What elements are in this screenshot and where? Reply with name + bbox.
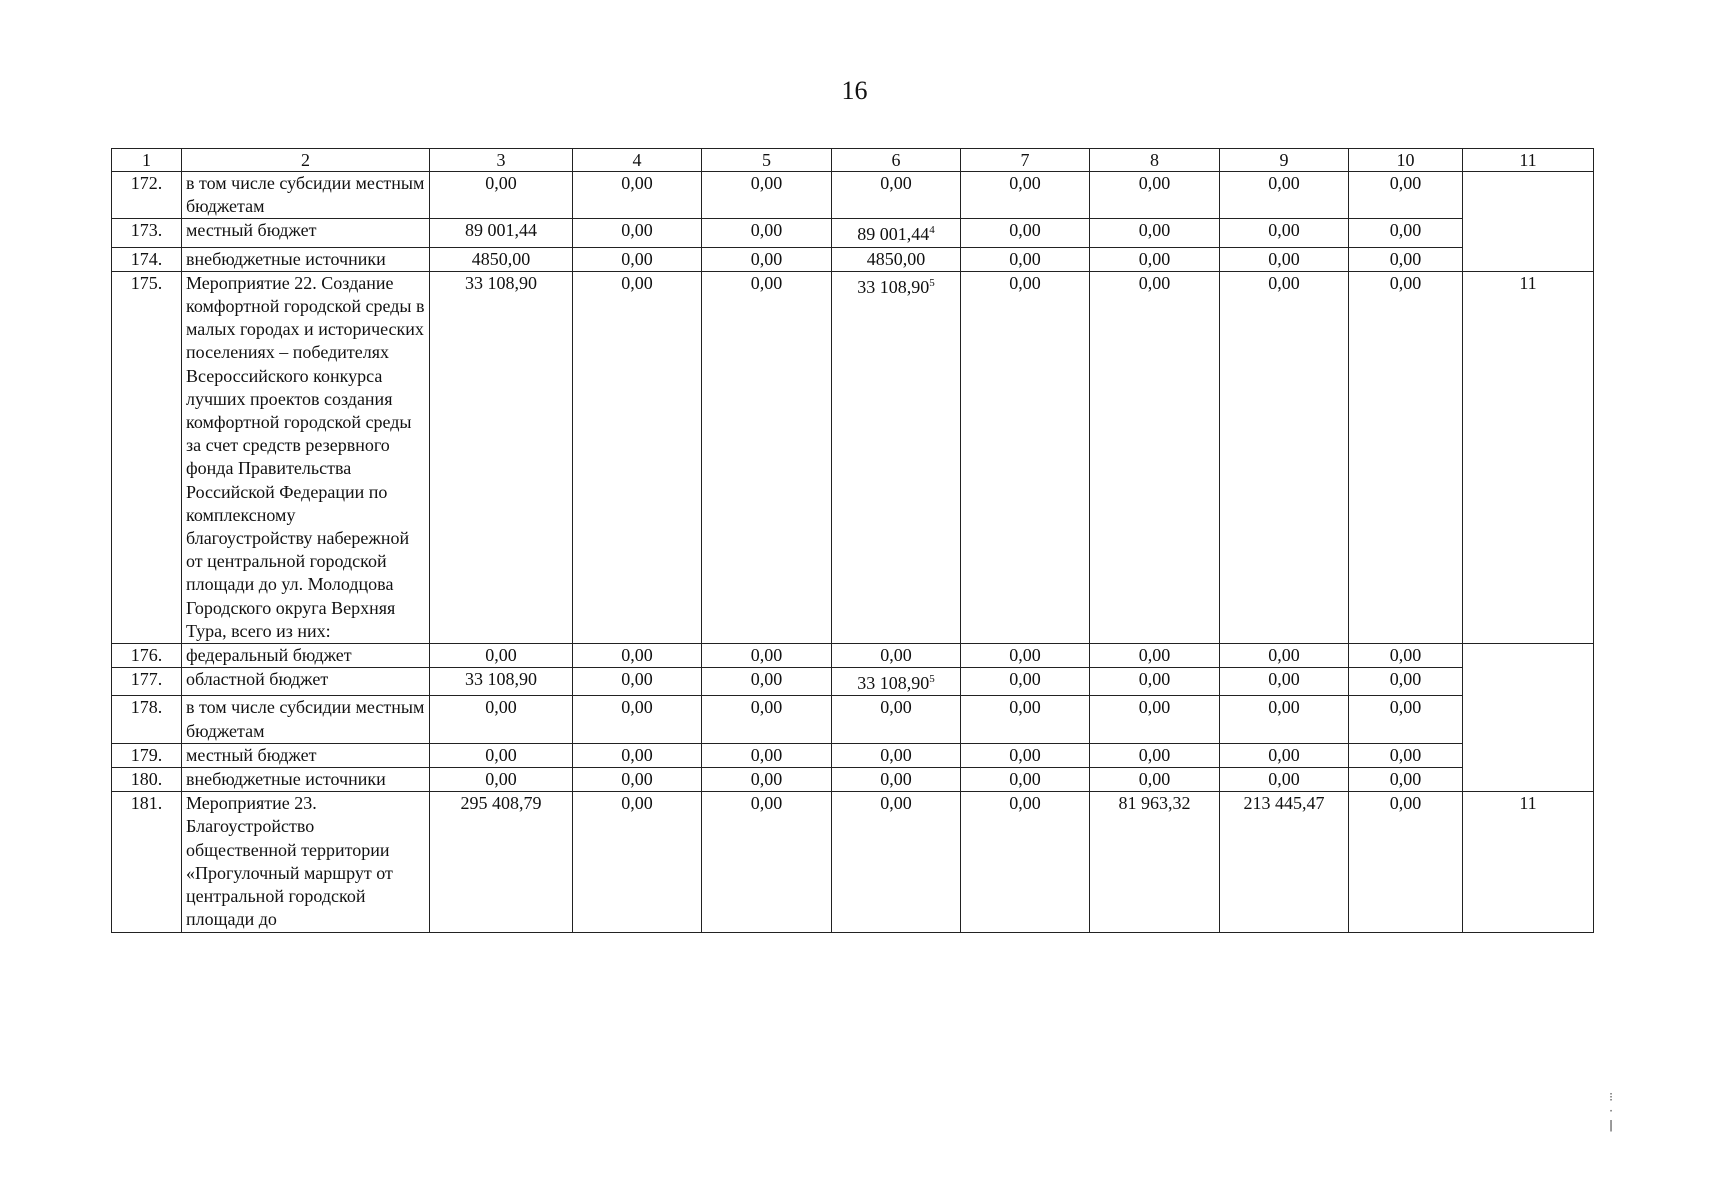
value-cell xyxy=(1220,172,1349,219)
value-cell xyxy=(961,668,1090,696)
value-cell xyxy=(1349,219,1463,247)
value-cell xyxy=(702,696,832,743)
value-text: 0,00 xyxy=(1389,220,1422,241)
row-name: в том числе субсидии местным бюджетам xyxy=(182,172,430,219)
value-cell xyxy=(430,247,573,271)
value-text: 0,00 xyxy=(1138,697,1171,718)
value-cell xyxy=(573,668,702,696)
value-cell xyxy=(1349,247,1463,271)
value-cell xyxy=(1349,743,1463,767)
value-text: 0,00 xyxy=(1138,645,1171,666)
value-cell xyxy=(961,271,1090,643)
value-text: 0,00 xyxy=(1138,769,1171,790)
value-cell xyxy=(573,247,702,271)
value-cell xyxy=(430,271,573,643)
value-cell xyxy=(1220,668,1349,696)
value-text: 0,00 xyxy=(1138,744,1171,765)
table-row xyxy=(112,247,1594,271)
value-text: 0,00 xyxy=(1138,669,1171,690)
row-name: Мероприятие 23. Благоустройство общественной территории «Прогулочный маршрут от центральной городской площади до xyxy=(182,792,430,932)
value-text: 0,00 xyxy=(750,697,783,718)
header-row xyxy=(112,149,1594,172)
table-row xyxy=(112,743,1594,767)
row-number: 175. xyxy=(112,271,182,643)
column-header: 1 xyxy=(112,149,182,172)
note-cell: 11 xyxy=(1463,792,1594,932)
value-cell xyxy=(961,644,1090,668)
value-cell xyxy=(573,271,702,643)
value-cell xyxy=(961,792,1090,932)
value-cell xyxy=(832,219,961,247)
row-number: 177. xyxy=(112,668,182,696)
value-text: 0,00 xyxy=(1268,272,1300,293)
value-cell xyxy=(573,768,702,792)
value-text: 0,00 xyxy=(1009,744,1041,765)
value-cell xyxy=(1090,247,1220,271)
column-header: 6 xyxy=(832,149,961,172)
value-cell xyxy=(1090,696,1220,743)
value-cell xyxy=(1220,271,1349,643)
value-text: 0,00 xyxy=(621,272,653,293)
value-cell xyxy=(430,644,573,668)
value-text: 0,00 xyxy=(1268,769,1300,790)
value-text: 0,00 xyxy=(1009,669,1041,690)
value-text: 0,00 xyxy=(750,669,783,690)
value-cell xyxy=(1090,768,1220,792)
value-text: 33 108,90 xyxy=(857,276,930,297)
row-number: 174. xyxy=(112,247,182,271)
value-cell xyxy=(1349,768,1463,792)
value-text: 33 108,90 xyxy=(857,673,930,694)
value-cell xyxy=(1090,743,1220,767)
footnote-marker: 4 xyxy=(929,224,935,237)
column-header: 9 xyxy=(1220,149,1349,172)
column-header: 2 xyxy=(182,149,430,172)
value-cell xyxy=(430,696,573,743)
value-text: 0,00 xyxy=(1268,248,1300,269)
value-text: 0,00 xyxy=(880,793,912,814)
value-text: 0,00 xyxy=(1009,272,1041,293)
value-text: 0,00 xyxy=(750,744,783,765)
value-cell xyxy=(430,219,573,247)
value-cell xyxy=(832,247,961,271)
value-cell xyxy=(1220,219,1349,247)
row-name: федеральный бюджет xyxy=(182,644,430,668)
value-text: 0,00 xyxy=(1389,272,1422,293)
value-cell xyxy=(961,247,1090,271)
value-cell xyxy=(430,668,573,696)
value-text: 4850,00 xyxy=(866,248,926,269)
value-text: 0,00 xyxy=(1138,220,1171,241)
row-number: 172. xyxy=(112,172,182,219)
value-cell xyxy=(702,668,832,696)
value-text: 0,00 xyxy=(880,173,912,193)
table-row xyxy=(112,792,1594,932)
value-text: 0,00 xyxy=(880,645,912,666)
value-text: 0,00 xyxy=(750,220,783,241)
value-text: 0,00 xyxy=(621,769,653,790)
value-text: 0,00 xyxy=(880,769,912,790)
column-header: 11 xyxy=(1463,149,1594,172)
row-name: местный бюджет xyxy=(182,219,430,247)
value-cell xyxy=(961,219,1090,247)
row-number: 178. xyxy=(112,696,182,743)
value-text: 0,00 xyxy=(1009,697,1041,718)
value-cell xyxy=(702,743,832,767)
table-row xyxy=(112,696,1594,743)
value-text: 0,00 xyxy=(1389,697,1422,718)
value-cell xyxy=(1220,743,1349,767)
value-cell xyxy=(1220,696,1349,743)
value-text: 0,00 xyxy=(1389,669,1422,690)
value-cell xyxy=(702,219,832,247)
value-text: 0,00 xyxy=(485,697,517,718)
scan-artifact: ⁝ · ǀ xyxy=(1609,1090,1613,1132)
value-text: 0,00 xyxy=(1138,272,1171,293)
row-number: 179. xyxy=(112,743,182,767)
row-name: областной бюджет xyxy=(182,668,430,696)
column-header: 3 xyxy=(430,149,573,172)
table-row xyxy=(112,668,1594,696)
value-text: 0,00 xyxy=(750,173,783,193)
value-text: 0,00 xyxy=(1268,744,1300,765)
row-name: Мероприятие 22. Создание комфортной городской среды в малых городах и исторических поселениях – победителях Всероссийского конкурса лучших проектов создания комфортной городской среды за счет средств резервного фонда Правительства Российской Федерации по комплексному благоустройству набережной от центральной городской площади до ул. Молодцова Городского округа Верхняя Тура, всего из них: xyxy=(182,271,430,643)
value-cell xyxy=(1220,768,1349,792)
value-text: 0,00 xyxy=(621,220,653,241)
value-cell xyxy=(961,743,1090,767)
value-text: 0,00 xyxy=(621,669,653,690)
value-text: 0,00 xyxy=(880,744,912,765)
value-cell xyxy=(832,644,961,668)
value-text: 0,00 xyxy=(1009,769,1041,790)
value-cell xyxy=(573,172,702,219)
value-cell xyxy=(1220,792,1349,932)
value-text: 0,00 xyxy=(1268,645,1300,666)
value-text: 33 108,90 xyxy=(465,669,537,690)
value-text: 33 108,90 xyxy=(465,272,537,293)
value-cell xyxy=(1090,668,1220,696)
value-cell xyxy=(1090,271,1220,643)
value-cell xyxy=(1349,172,1463,219)
note-cell xyxy=(1463,644,1594,792)
value-text: 0,00 xyxy=(621,173,653,193)
value-text: 0,00 xyxy=(621,645,653,666)
value-cell xyxy=(1090,172,1220,219)
value-text: 0,00 xyxy=(1389,769,1422,790)
value-text: 0,00 xyxy=(750,793,783,814)
value-cell xyxy=(430,743,573,767)
value-cell xyxy=(832,271,961,643)
note-cell: 11 xyxy=(1463,271,1594,643)
value-cell xyxy=(961,696,1090,743)
value-text: 89 001,44 xyxy=(857,224,930,245)
value-text: 0,00 xyxy=(1389,173,1422,193)
table-row xyxy=(112,219,1594,247)
value-cell xyxy=(573,219,702,247)
value-cell xyxy=(1220,644,1349,668)
value-cell xyxy=(430,792,573,932)
row-number: 173. xyxy=(112,219,182,247)
value-cell xyxy=(573,743,702,767)
column-header: 4 xyxy=(573,149,702,172)
value-cell xyxy=(430,172,573,219)
row-name: местный бюджет xyxy=(182,743,430,767)
value-cell xyxy=(702,768,832,792)
value-text: 81 963,32 xyxy=(1118,793,1191,814)
value-text: 0,00 xyxy=(485,173,517,193)
value-cell xyxy=(1349,644,1463,668)
row-number: 181. xyxy=(112,792,182,932)
value-cell xyxy=(832,743,961,767)
budget-table xyxy=(111,148,1594,933)
value-cell xyxy=(430,768,573,792)
value-cell xyxy=(961,768,1090,792)
value-text: 0,00 xyxy=(750,645,783,666)
value-cell xyxy=(1090,792,1220,932)
value-text: 0,00 xyxy=(1009,793,1041,814)
value-cell xyxy=(832,668,961,696)
value-text: 0,00 xyxy=(1389,744,1422,765)
value-text: 0,00 xyxy=(1389,645,1422,666)
table-row xyxy=(112,271,1594,643)
value-cell xyxy=(702,792,832,932)
value-text: 89 001,44 xyxy=(465,220,537,241)
value-cell xyxy=(702,172,832,219)
value-text: 0,00 xyxy=(750,272,783,293)
value-text: 0,00 xyxy=(880,697,912,718)
value-text: 0,00 xyxy=(750,769,783,790)
value-cell xyxy=(573,696,702,743)
value-text: 0,00 xyxy=(1389,248,1422,269)
value-text: 0,00 xyxy=(621,744,653,765)
value-text: 0,00 xyxy=(485,645,517,666)
value-cell xyxy=(1090,644,1220,668)
value-cell xyxy=(832,792,961,932)
value-cell xyxy=(961,172,1090,219)
row-number: 176. xyxy=(112,644,182,668)
value-text: 0,00 xyxy=(1009,173,1041,193)
value-text: 0,00 xyxy=(1009,645,1041,666)
value-cell xyxy=(702,644,832,668)
value-cell xyxy=(832,172,961,219)
value-text: 0,00 xyxy=(1268,173,1300,193)
note-cell xyxy=(1463,172,1594,272)
footnote-marker: 5 xyxy=(929,673,935,686)
row-name: внебюджетные источники xyxy=(182,768,430,792)
value-text: 0,00 xyxy=(1138,173,1171,193)
value-cell xyxy=(1349,271,1463,643)
row-name: в том числе субсидии местным бюджетам xyxy=(182,696,430,743)
value-text: 0,00 xyxy=(1268,220,1300,241)
value-cell xyxy=(1349,792,1463,932)
value-text: 0,00 xyxy=(1138,248,1171,269)
value-text: 0,00 xyxy=(1009,220,1041,241)
value-cell xyxy=(832,768,961,792)
value-text: 295 408,79 xyxy=(460,793,542,814)
table-row xyxy=(112,644,1594,668)
value-cell xyxy=(573,792,702,932)
value-text: 0,00 xyxy=(621,248,653,269)
value-cell xyxy=(1220,247,1349,271)
table-row xyxy=(112,172,1594,219)
value-text: 0,00 xyxy=(621,793,653,814)
value-cell xyxy=(702,247,832,271)
value-text: 0,00 xyxy=(1268,669,1300,690)
value-text: 0,00 xyxy=(621,697,653,718)
value-cell xyxy=(573,644,702,668)
footnote-marker: 5 xyxy=(929,276,935,289)
value-text: 0,00 xyxy=(1389,793,1422,814)
page-number: 16 xyxy=(841,76,868,105)
value-text: 213 445,47 xyxy=(1243,793,1325,814)
column-header: 8 xyxy=(1090,149,1220,172)
value-cell xyxy=(1090,219,1220,247)
value-text: 0,00 xyxy=(1268,697,1300,718)
column-header: 5 xyxy=(702,149,832,172)
value-cell xyxy=(1349,696,1463,743)
value-text: 0,00 xyxy=(1009,248,1041,269)
value-cell xyxy=(832,696,961,743)
value-cell xyxy=(702,271,832,643)
value-text: 0,00 xyxy=(485,769,517,790)
row-name: внебюджетные источники xyxy=(182,247,430,271)
row-number: 180. xyxy=(112,768,182,792)
value-text: 4850,00 xyxy=(471,248,531,269)
column-header: 7 xyxy=(961,149,1090,172)
column-header: 10 xyxy=(1349,149,1463,172)
value-text: 0,00 xyxy=(750,248,783,269)
table-row xyxy=(112,768,1594,792)
value-cell xyxy=(1349,668,1463,696)
value-text: 0,00 xyxy=(485,744,517,765)
table-body xyxy=(112,149,1594,933)
